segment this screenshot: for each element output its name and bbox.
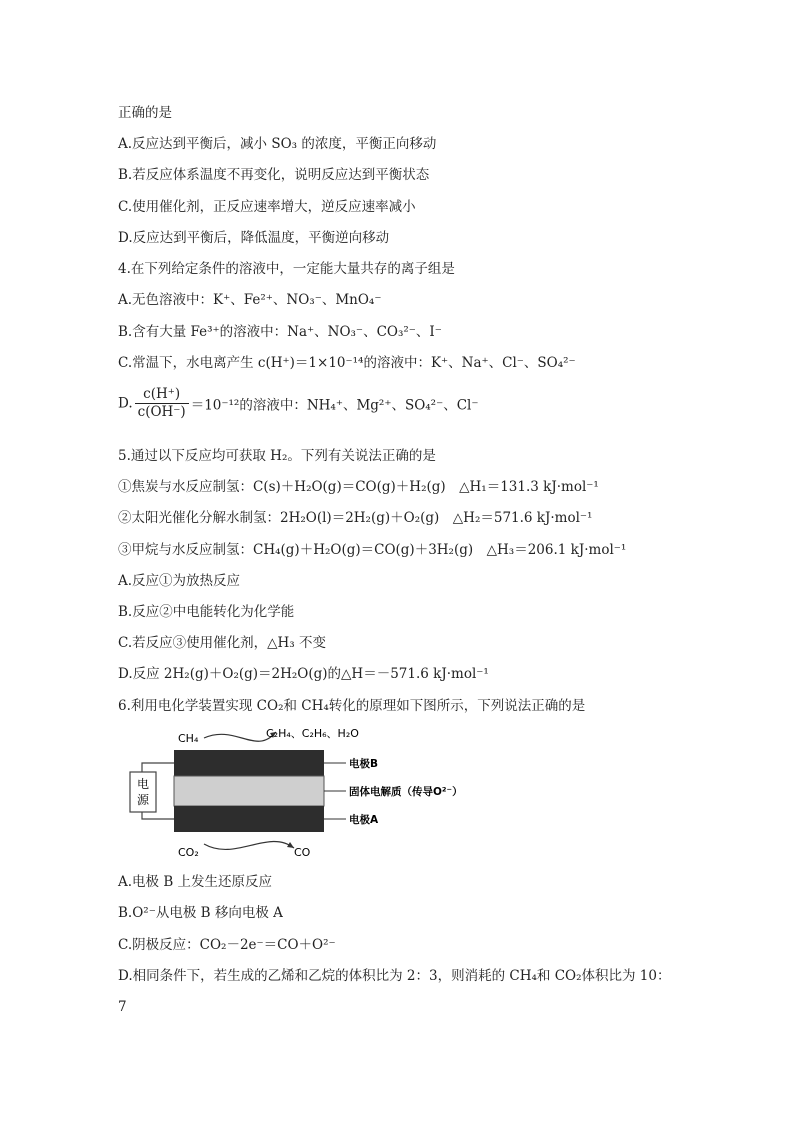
q4-option-d-denominator: c(OH⁻) — [137, 404, 186, 420]
bottom-output-label: CO — [294, 846, 311, 859]
q5-reaction-3: ③甲烷与水反应制氢：CH₄(g)＋H₂O(g)＝CO(g)＋3H₂(g) △H₃＝206.1 kJ·mol⁻¹ — [118, 542, 627, 558]
q3-option-d: D.反应达到平衡后，降低温度，平衡逆向移动 — [118, 230, 390, 246]
q4-option-a: A.无色溶液中：K⁺、Fe²⁺、NO₃⁻、MnO₄⁻ — [118, 292, 382, 308]
label-electrode-a: 电极A — [349, 814, 379, 826]
q4-option-b: B.含有大量 Fe³⁺的溶液中：Na⁺、NO₃⁻、CO₃²⁻、I⁻ — [118, 324, 442, 340]
q3-option-b: B.若反应体系温度不再变化，说明反应达到平衡状态 — [118, 167, 430, 183]
q5-reaction-2: ②太阳光催化分解水制氢：2H₂O(l)＝2H₂(g)＋O₂(g) △H₂＝571.6 kJ·mol⁻¹ — [118, 510, 593, 526]
q3-stem-tail: 正确的是 — [118, 105, 172, 121]
q4-option-d — [118, 386, 479, 421]
q5-stem: 5.通过以下反应均可获取 H₂。下列有关说法正确的是 — [118, 448, 436, 464]
q4-option-d-numerator: c(H⁺) — [135, 386, 189, 404]
solid-electrolyte — [174, 776, 324, 806]
power-source-label-2: 源 — [136, 793, 150, 807]
q6-stem: 6.利用电化学装置实现 CO₂和 CH₄转化的原理如下图所示，下列说法正确的是 — [118, 698, 586, 714]
top-output-label: C₂H₄、C₂H₆、H₂O — [266, 727, 359, 740]
label-solid-electrolyte: 固体电解质（传导O²⁻） — [349, 786, 463, 798]
q5-option-a: A.反应①为放热反应 — [118, 573, 241, 589]
q5-option-c: C.若反应③使用催化剂，△H₃ 不变 — [118, 635, 326, 651]
electrode-a — [174, 806, 324, 832]
electrode-b — [174, 750, 324, 776]
q4-option-d-rest: ＝10⁻¹²的溶液中：NH₄⁺、Mg²⁺、SO₄²⁻、Cl⁻ — [190, 397, 479, 414]
power-source-label-1: 电 — [136, 777, 150, 791]
electrolysis-diagram — [118, 722, 478, 862]
q4-option-d-prefix: D. — [118, 395, 133, 412]
q6-option-b: B.O²⁻从电极 B 移向电极 A — [118, 905, 283, 921]
q6-option-d: D.相同条件下，若生成的乙烯和乙烷的体积比为 2：3，则消耗的 CH₄和 CO₂体积比为 10： — [118, 968, 671, 984]
q6-option-a: A.电极 B 上发生还原反应 — [118, 874, 273, 890]
q5-option-b: B.反应②中电能转化为化学能 — [118, 604, 295, 620]
q4-option-c: C.常温下，水电离产生 c(H⁺)＝1×10⁻¹⁴的溶液中：K⁺、Na⁺、Cl⁻、SO₄²⁻ — [118, 355, 576, 371]
bottom-flow-arrow — [204, 841, 294, 849]
q5-option-d: D.反应 2H₂(g)＋O₂(g)＝2H₂O(g)的△H＝－571.6 kJ·mol⁻¹ — [118, 666, 489, 682]
label-electrode-b: 电极B — [349, 758, 379, 770]
q3-option-c: C.使用催化剂，正反应速率增大，逆反应速率减小 — [118, 199, 416, 215]
q3-option-a: A.反应达到平衡后，减小 SO₃ 的浓度，平衡正向移动 — [118, 136, 437, 152]
bottom-input-label: CO₂ — [178, 846, 199, 859]
q5-reaction-1: ①焦炭与水反应制氢：C(s)＋H₂O(g)＝CO(g)＋H₂(g) △H₁＝131.3 kJ·mol⁻¹ — [118, 479, 599, 495]
top-input-label: CH₄ — [178, 732, 199, 745]
q4-stem: 4.在下列给定条件的溶液中，一定能大量共存的离子组是 — [118, 261, 455, 277]
q6-option-c: C.阴极反应：CO₂－2e⁻＝CO＋O²⁻ — [118, 937, 336, 953]
q6-option-d-continued: 7 — [118, 999, 127, 1015]
q4-option-d-fraction — [135, 386, 189, 421]
